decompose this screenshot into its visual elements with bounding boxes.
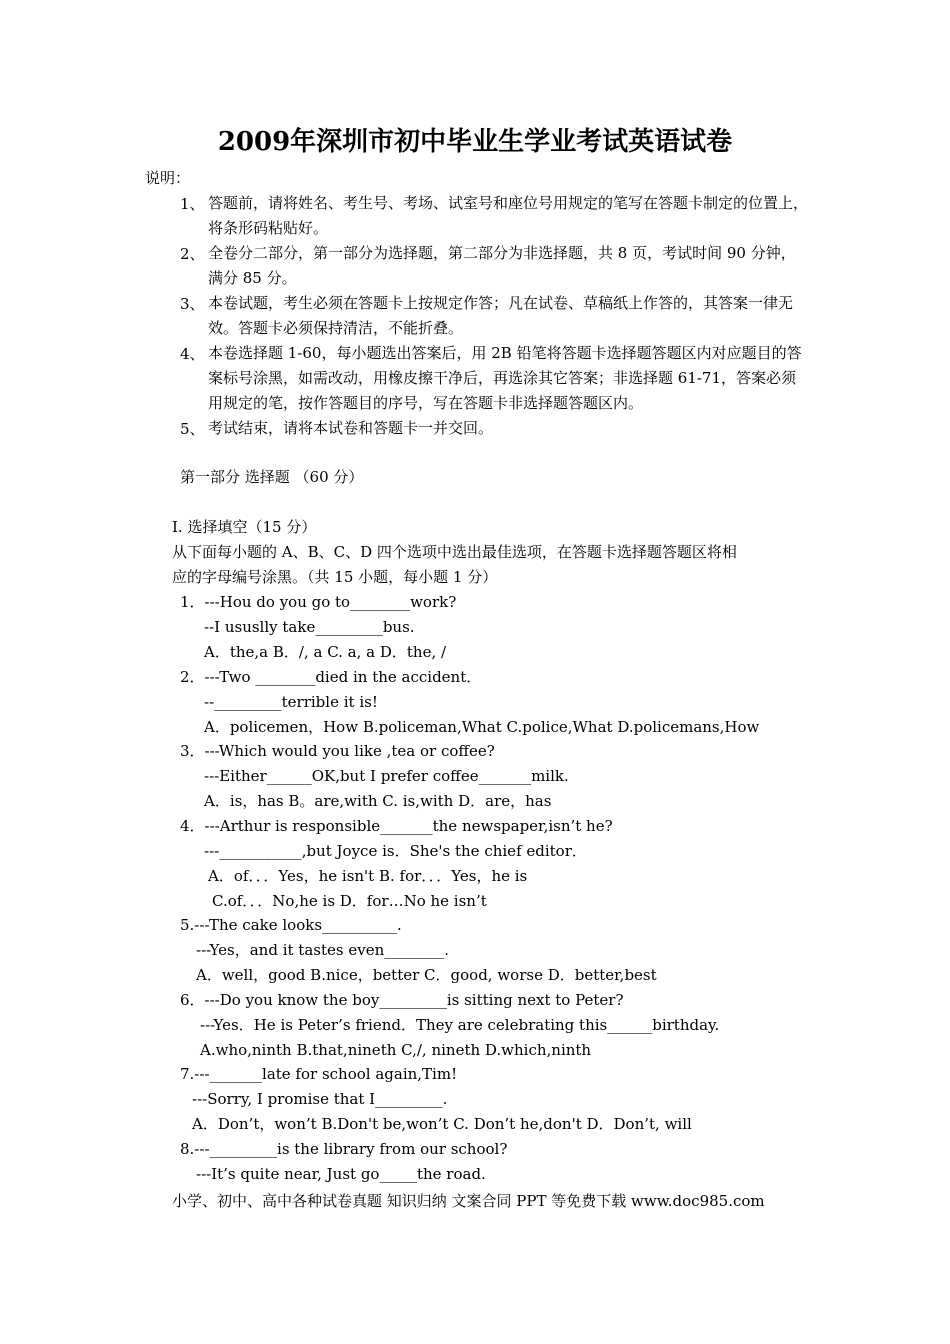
section-description: 从下面每小题的 A、B、C、D 四个选项中选出最佳选项，在答题卡选择题答题区将相 <box>172 543 737 561</box>
exam-title: 2009年深圳市初中毕业生学业考试英语试卷 <box>217 127 733 157</box>
question-prompt: 6．---Do you know the boy_________is sitting next to Peter? <box>180 991 624 1009</box>
question-options: A．of．．．Yes，he isn't B. for．．．Yes，he is <box>208 867 528 885</box>
question-options: A．the,a B．/, a C. a, a D．the, / <box>204 643 447 661</box>
question-prompt: 3．---Which would you like ,tea or coffee? <box>180 742 495 760</box>
instruction-text: 全卷分二部分，第一部分为选择题，第二部分为非选择题，共 8 页，考试时间 90 分钟，满分 85 分。 <box>208 244 796 287</box>
question-prompt: 8.---_________is the library from our school? <box>180 1140 508 1158</box>
question-options: C.of．．．No,he is D．for…No he isn’t <box>212 892 487 910</box>
question-options: A．well，good B.nice，better C．good, worse D．better,best <box>196 966 657 984</box>
question-options: A.who,ninth B.that,nineth C,/, nineth D.which,ninth <box>200 1041 592 1059</box>
instruction-number: 5、 <box>180 420 205 438</box>
question-prompt: 2．---Two ________died in the accident． <box>180 668 482 686</box>
instructions-label: 说明： <box>145 169 191 187</box>
section-description: 应的字母编号涂黑。（共 15 小题，每小题 1 分） <box>172 568 498 586</box>
question-reply: --I ususlly take_________bus. <box>204 618 415 636</box>
question-reply: ---Either______OK,but I prefer coffee_______milk. <box>204 767 569 785</box>
question-reply: ---Yes，and it tastes even________. <box>196 941 449 959</box>
question-reply: ---Yes．He is Peter’s friend．They are celebrating this______birthday. <box>200 1016 720 1034</box>
instruction-number: 1、 <box>180 195 205 213</box>
question-prompt: 7.---_______late for school again,Tim! <box>180 1065 458 1083</box>
question-prompt: 1．---Hou do you go to________work? <box>180 593 457 611</box>
question-reply: ---___________,but Joyce is．She's the chief editor． <box>204 842 587 860</box>
question-options: A．is，has B。are,with C. is,with D．are，has <box>204 792 552 810</box>
instruction-number: 2、 <box>180 245 205 263</box>
question-options: A．Don’t，won’t B.Don't be,won’t C. Don’t he,don't D．Don’t, will <box>192 1115 692 1133</box>
part-one-heading: 第一部分 选择题 （60 分） <box>180 468 364 486</box>
question-prompt: 4．---Arthur is responsible_______the newspaper,isn’t he? <box>180 817 613 835</box>
question-options: A．policemen，How B.policeman,What C.police,What D.policemans,How <box>204 718 760 736</box>
section-title: I. 选择填空（15 分） <box>172 518 317 536</box>
instruction-number: 4、 <box>180 345 205 363</box>
instruction-text: 本卷试题，考生必须在答题卡上按规定作答；凡在试卷、草稿纸上作答的，其答案一律无效。答题卡必须保持清洁，不能折叠。 <box>208 294 794 337</box>
instruction-text: 本卷选择题 1-60，每小题选出答案后，用 2B 铅笔将答题卡选择题答题区内对应题目的答案标号涂黑，如需改动，用橡皮擦干净后，再选涂其它答案；非选择题 61-71，答案必须用规定的笔，按作答题目的序号，写在答题卡非选择题答题区内。 <box>208 344 802 412</box>
question-reply: ---Sorry, I promise that I_________. <box>192 1090 448 1108</box>
instruction-text: 答题前，请将姓名、考生号、考场、试室号和座位号用规定的笔写在答题卡制定的位置上，将条形码粘贴好。 <box>208 194 809 237</box>
question-reply: --_________terrible it is! <box>204 693 378 711</box>
instruction-number: 3、 <box>180 295 205 313</box>
question-prompt: 5.---The cake looks__________. <box>180 916 402 934</box>
page-footer: 小学、初中、高中各种试卷真题 知识归纳 文案合同 PPT 等免费下载 www.doc985.com <box>172 1192 765 1210</box>
instruction-text: 考试结束，请将本试卷和答题卡一并交回。 <box>208 419 494 437</box>
question-reply: ---It’s quite near, Just go_____the road. <box>196 1165 486 1183</box>
